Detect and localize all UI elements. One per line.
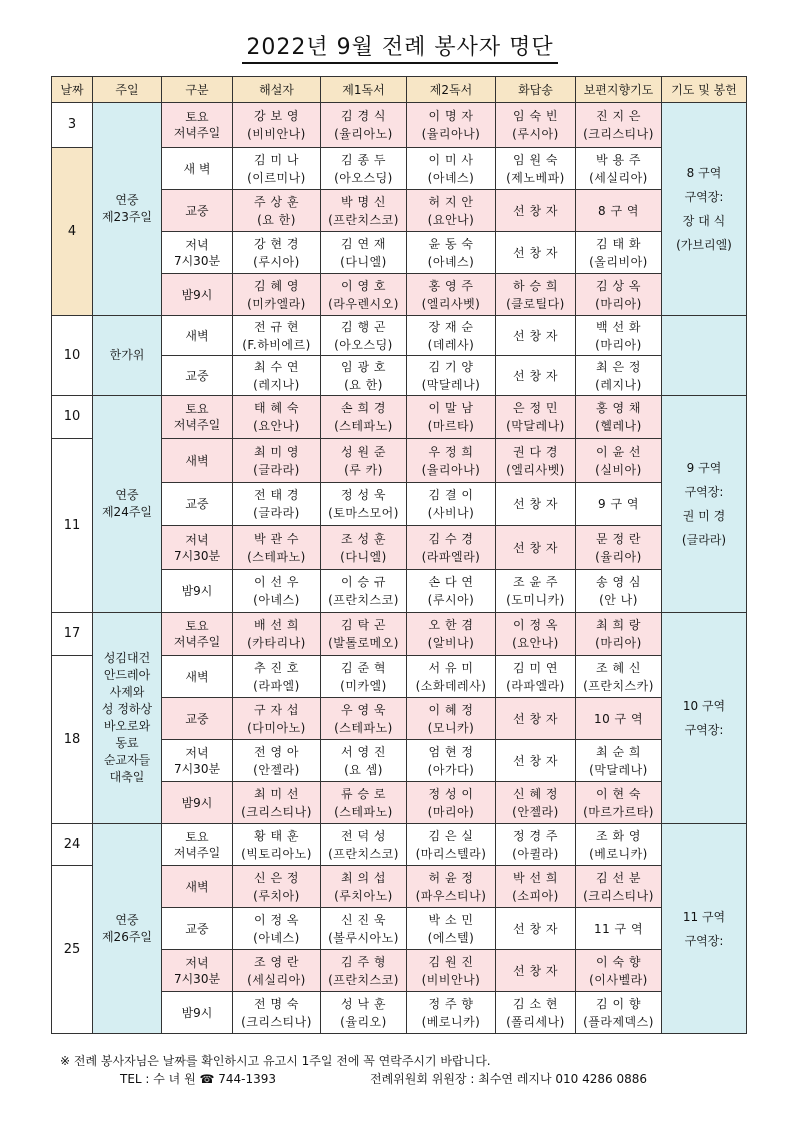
volunteer-cell: 전 규 현 (F.하비에르) [233, 316, 321, 356]
volunteer-cell: 엄 현 정 (아가다) [407, 740, 496, 782]
volunteer-cell: 최 미 선 (크리스티나) [233, 782, 321, 824]
date-cell: 17 [52, 613, 93, 656]
volunteer-cell: 이 영 호 (라우렌시오) [321, 274, 407, 316]
mass-type-cell: 토요 저녁주일 [162, 103, 233, 148]
volunteer-cell: 박 선 희 (소피아) [496, 866, 576, 908]
sunday-cell: 연중 제26주일 [93, 824, 162, 1034]
mass-type-cell: 교중 [162, 698, 233, 740]
volunteer-cell: 이 승 규 (프란치스코) [321, 570, 407, 613]
volunteer-cell: 전 명 숙 (크리스티나) [233, 992, 321, 1034]
volunteer-cell: 은 정 민 (막달레나) [496, 396, 576, 439]
mass-type-cell: 새벽 [162, 316, 233, 356]
volunteer-cell: 백 선 화 (마리아) [576, 316, 662, 356]
volunteer-cell: 최 미 영 (글라라) [233, 439, 321, 483]
volunteer-cell: 김 상 옥 (마리아) [576, 274, 662, 316]
volunteer-cell: 선 창 자 [496, 698, 576, 740]
volunteer-cell: 김 결 이 (사비나) [407, 483, 496, 526]
volunteer-cell: 태 혜 숙 (요안나) [233, 396, 321, 439]
volunteer-cell: 김 이 향 (플라제덱스) [576, 992, 662, 1034]
footer-contact [120, 1070, 648, 1087]
volunteer-cell: 선 창 자 [496, 908, 576, 950]
volunteer-cell: 이 현 숙 (마르가르타) [576, 782, 662, 824]
volunteer-cell: 최 수 연 (레지나) [233, 356, 321, 396]
volunteer-cell: 김 연 재 (다니엘) [321, 232, 407, 274]
volunteer-cell: 선 창 자 [496, 356, 576, 396]
volunteer-cell: 김 종 두 (아오스딩) [321, 148, 407, 190]
mass-type-cell: 교중 [162, 483, 233, 526]
volunteer-cell: 주 상 훈 (요 한) [233, 190, 321, 232]
date-cell: 25 [52, 866, 93, 1034]
volunteer-cell: 선 창 자 [496, 190, 576, 232]
volunteer-cell: 김 미 연 (라파엘라) [496, 656, 576, 698]
header-offering: 기도 및 봉헌 [662, 77, 747, 103]
zone-cell: 10 구역 구역장: [662, 613, 747, 824]
volunteer-cell: 신 은 정 (루치아) [233, 866, 321, 908]
volunteer-cell: 하 승 희 (클로틸다) [496, 274, 576, 316]
volunteer-cell: 이 숙 향 (이사벨라) [576, 950, 662, 992]
footer-tel: TEL : 수 녀 원 ☎ 744-1393 [120, 1072, 277, 1086]
volunteer-cell: 허 윤 정 (파우스티나) [407, 866, 496, 908]
volunteer-cell: 김 준 혁 (미카엘) [321, 656, 407, 698]
volunteer-cell: 임 숙 빈 (루시아) [496, 103, 576, 148]
sunday-cell: 연중 제24주일 [93, 396, 162, 613]
volunteer-cell: 박 명 신 (프란치스코) [321, 190, 407, 232]
volunteer-cell: 조 화 영 (베로니카) [576, 824, 662, 866]
volunteer-cell: 정 주 향 (베로니카) [407, 992, 496, 1034]
mass-type-cell: 밤9시 [162, 782, 233, 824]
zone-cell: 8 구역 구역장: 장 대 식 (가브리엘) [662, 103, 747, 316]
date-cell: 3 [52, 103, 93, 148]
volunteer-cell: 이 명 자 (율리아나) [407, 103, 496, 148]
volunteer-cell: 구 자 섭 (다미아노) [233, 698, 321, 740]
volunteer-cell: 이 정 옥 (아녜스) [233, 908, 321, 950]
volunteer-cell: 김 주 형 (프란치스코) [321, 950, 407, 992]
volunteer-cell: 최 순 희 (막달레나) [576, 740, 662, 782]
volunteer-cell: 황 태 훈 (빅토리아노) [233, 824, 321, 866]
volunteer-cell: 선 창 자 [496, 483, 576, 526]
mass-type-cell: 새벽 [162, 656, 233, 698]
header-row [52, 77, 747, 103]
volunteer-cell: 정 성 욱 (토마스모어) [321, 483, 407, 526]
mass-type-cell: 저녁 7시30분 [162, 232, 233, 274]
volunteer-cell: 배 선 희 (카타리나) [233, 613, 321, 656]
volunteer-cell: 서 유 미 (소화데레사) [407, 656, 496, 698]
mass-type-cell: 저녁 7시30분 [162, 526, 233, 570]
volunteer-cell: 신 혜 정 (안젤라) [496, 782, 576, 824]
mass-type-cell: 교중 [162, 908, 233, 950]
mass-type-cell: 새벽 [162, 866, 233, 908]
volunteer-cell: 홍 영 채 (헬레나) [576, 396, 662, 439]
volunteer-cell: 선 창 자 [496, 740, 576, 782]
volunteer-cell: 박 용 주 (세실리아) [576, 148, 662, 190]
header-commentator: 해설자 [233, 77, 321, 103]
mass-type-cell: 밤9시 [162, 274, 233, 316]
volunteer-cell: 윤 동 숙 (아녜스) [407, 232, 496, 274]
table-row [52, 613, 747, 656]
volunteer-cell: 김 선 분 (크리스티나) [576, 866, 662, 908]
table-row [52, 396, 747, 439]
mass-type-cell: 새벽 [162, 439, 233, 483]
volunteer-cell: 이 윤 선 (실비아) [576, 439, 662, 483]
volunteer-cell: 손 다 연 (루시아) [407, 570, 496, 613]
volunteer-cell: 김 태 화 (올리비아) [576, 232, 662, 274]
mass-type-cell: 밤9시 [162, 992, 233, 1034]
volunteer-cell: 조 윤 주 (도미니카) [496, 570, 576, 613]
sunday-cell: 한가위 [93, 316, 162, 396]
footer-note: ※ 전례 봉사자님은 날짜를 확인하시고 유고시 1주일 전에 꼭 연락주시기 바랍니다. [60, 1054, 491, 1068]
volunteer-cell: 오 한 겸 (알비나) [407, 613, 496, 656]
volunteer-cell: 임 광 호 (요 한) [321, 356, 407, 396]
volunteer-cell: 홍 영 주 (엘리사벳) [407, 274, 496, 316]
volunteer-cell: 이 미 사 (아녜스) [407, 148, 496, 190]
volunteer-cell: 김 소 현 (폴리세나) [496, 992, 576, 1034]
volunteer-cell: 8 구 역 [576, 190, 662, 232]
zone-cell: 9 구역 구역장: 권 미 경 (글라라) [662, 396, 747, 613]
volunteer-cell: 강 현 경 (루시아) [233, 232, 321, 274]
volunteer-cell: 김 수 경 (라파엘라) [407, 526, 496, 570]
volunteer-cell: 문 정 란 (율리아) [576, 526, 662, 570]
volunteer-cell: 김 기 양 (막달레나) [407, 356, 496, 396]
volunteer-cell: 박 소 민 (에스텔) [407, 908, 496, 950]
volunteer-cell: 김 행 곤 (아오스딩) [321, 316, 407, 356]
volunteer-cell: 강 보 영 (비비안나) [233, 103, 321, 148]
volunteer-cell: 전 태 경 (글라라) [233, 483, 321, 526]
volunteer-cell: 김 은 실 (마리스텔라) [407, 824, 496, 866]
volunteer-cell: 진 지 은 (크리스티나) [576, 103, 662, 148]
date-cell: 24 [52, 824, 93, 866]
volunteer-cell: 최 은 정 (레지나) [576, 356, 662, 396]
footer-chair: 전례위원회 위원장 : 최수연 레지나 010 4286 0886 [370, 1072, 648, 1086]
sunday-cell: 연중 제23주일 [93, 103, 162, 316]
table-row [52, 103, 747, 148]
mass-type-cell: 토요 저녁주일 [162, 613, 233, 656]
zone-cell: 11 구역 구역장: [662, 824, 747, 1034]
volunteer-cell: 류 승 로 (스테파노) [321, 782, 407, 824]
date-cell: 10 [52, 316, 93, 396]
volunteer-cell: 이 정 옥 (요안나) [496, 613, 576, 656]
volunteer-cell: 신 진 욱 (볼루시아노) [321, 908, 407, 950]
volunteer-cell: 선 창 자 [496, 526, 576, 570]
volunteer-cell: 김 원 진 (비비안나) [407, 950, 496, 992]
volunteer-cell: 최 의 섭 (루치아노) [321, 866, 407, 908]
date-cell: 4 [52, 148, 93, 316]
sunday-cell: 성김대건 안드레아 사제와 성 정하상 바오로와 동료 순교자들 대축일 [93, 613, 162, 824]
volunteer-cell: 전 덕 성 (프란치스코) [321, 824, 407, 866]
volunteer-cell: 손 희 경 (스테파노) [321, 396, 407, 439]
mass-type-cell: 새 벽 [162, 148, 233, 190]
volunteer-cell: 김 혜 영 (미카엘라) [233, 274, 321, 316]
mass-type-cell: 저녁 7시30분 [162, 740, 233, 782]
mass-type-cell: 저녁 7시30분 [162, 950, 233, 992]
volunteer-cell: 성 낙 훈 (율리오) [321, 992, 407, 1034]
volunteer-cell: 허 지 안 (요안나) [407, 190, 496, 232]
mass-type-cell: 교중 [162, 190, 233, 232]
date-cell: 11 [52, 439, 93, 613]
volunteer-cell: 추 진 호 (라파엘) [233, 656, 321, 698]
mass-type-cell: 토요 저녁주일 [162, 824, 233, 866]
table-row [52, 316, 747, 356]
volunteer-cell: 우 영 욱 (스테파노) [321, 698, 407, 740]
volunteer-cell: 임 원 숙 (제노베파) [496, 148, 576, 190]
volunteer-cell: 선 창 자 [496, 950, 576, 992]
table-row [52, 824, 747, 866]
volunteer-cell: 11 구 역 [576, 908, 662, 950]
volunteer-cell: 이 선 우 (아녜스) [233, 570, 321, 613]
volunteer-cell: 정 성 이 (마리아) [407, 782, 496, 824]
header-reading2: 제2독서 [407, 77, 496, 103]
mass-type-cell: 교중 [162, 356, 233, 396]
date-cell: 10 [52, 396, 93, 439]
volunteer-cell: 조 영 란 (세실리아) [233, 950, 321, 992]
header-sunday: 주일 [93, 77, 162, 103]
volunteer-cell: 서 영 진 (요 셉) [321, 740, 407, 782]
date-cell: 18 [52, 656, 93, 824]
header-psalm: 화답송 [496, 77, 576, 103]
volunteer-cell: 전 영 아 (안젤라) [233, 740, 321, 782]
header-reading1: 제1독서 [321, 77, 407, 103]
volunteer-cell: 우 정 희 (율리아나) [407, 439, 496, 483]
volunteer-cell: 조 혜 신 (프란치스카) [576, 656, 662, 698]
volunteer-cell: 선 창 자 [496, 316, 576, 356]
volunteer-cell: 박 관 수 (스테파노) [233, 526, 321, 570]
volunteer-cell: 정 경 주 (아퀼라) [496, 824, 576, 866]
volunteer-cell: 이 말 남 (마르타) [407, 396, 496, 439]
volunteer-cell: 권 다 경 (엘리사벳) [496, 439, 576, 483]
header-prayers: 보편지향기도 [576, 77, 662, 103]
volunteer-cell: 장 재 순 (데레사) [407, 316, 496, 356]
volunteer-cell: 김 경 식 (율리아노) [321, 103, 407, 148]
volunteer-cell: 조 성 훈 (다니엘) [321, 526, 407, 570]
volunteer-cell: 송 영 심 (안 나) [576, 570, 662, 613]
roster-table [51, 76, 747, 1034]
volunteer-cell: 선 창 자 [496, 232, 576, 274]
page-title: 2022년 9월 전례 봉사자 명단 [0, 30, 800, 61]
mass-type-cell: 밤9시 [162, 570, 233, 613]
header-type: 구분 [162, 77, 233, 103]
volunteer-cell: 김 탁 곤 (발톨로메오) [321, 613, 407, 656]
volunteer-cell: 10 구 역 [576, 698, 662, 740]
zone-cell [662, 316, 747, 396]
volunteer-cell: 김 미 나 (이르미나) [233, 148, 321, 190]
volunteer-cell: 최 희 랑 (마리아) [576, 613, 662, 656]
mass-type-cell: 토요 저녁주일 [162, 396, 233, 439]
volunteer-cell: 이 혜 정 (모니카) [407, 698, 496, 740]
header-date: 날짜 [52, 77, 93, 103]
volunteer-cell: 성 원 준 (루 카) [321, 439, 407, 483]
volunteer-cell: 9 구 역 [576, 483, 662, 526]
